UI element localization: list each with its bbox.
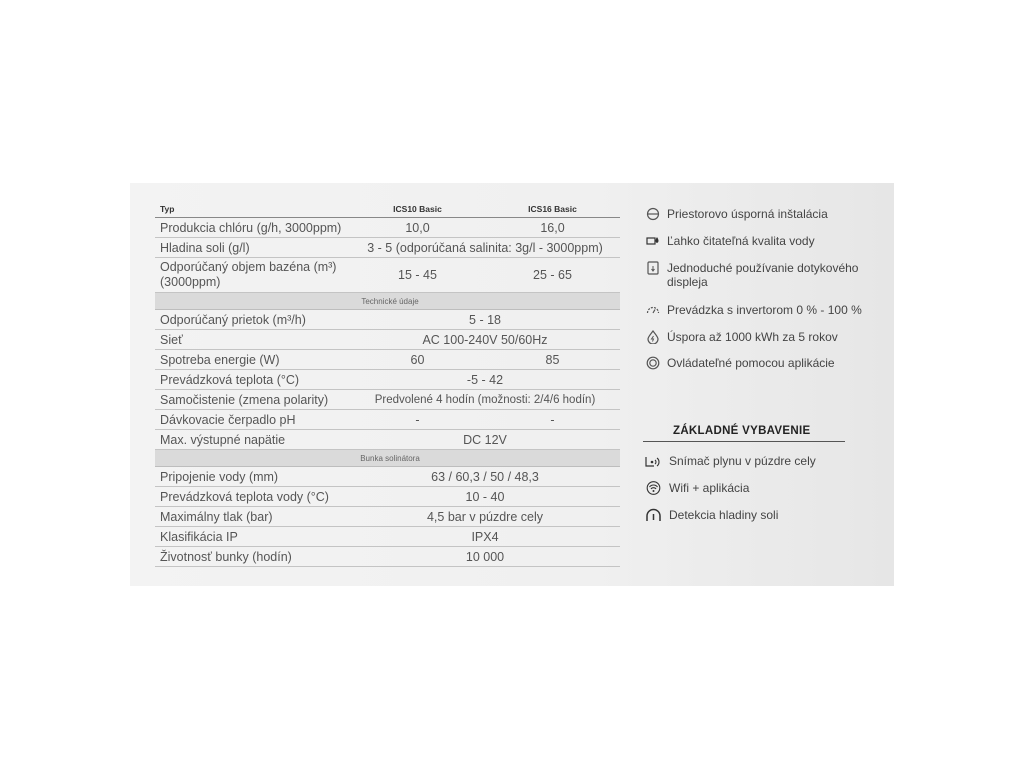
feature-item bbox=[646, 356, 835, 370]
section-title: Bunka solinátora bbox=[155, 450, 620, 467]
touch-display-icon bbox=[646, 261, 660, 275]
row-value-ics16: 85 bbox=[485, 350, 620, 370]
row-value: Predvolené 4 hodín (možnosti: 2/4/6 hodín) bbox=[350, 390, 620, 410]
equipment-title: ZÁKLADNÉ VYBAVENIE bbox=[643, 425, 845, 442]
equipment-item bbox=[645, 508, 778, 522]
row-label: Odporúčaný prietok (m³/h) bbox=[155, 310, 350, 330]
header-typ: Typ bbox=[155, 201, 350, 218]
table-row bbox=[155, 410, 620, 430]
feature-item bbox=[646, 234, 815, 248]
equipment-text: Detekcia hladiny soli bbox=[669, 508, 779, 522]
row-value: 10 - 40 bbox=[350, 487, 620, 507]
table-row bbox=[155, 507, 620, 527]
gas-sensor-icon bbox=[645, 454, 662, 468]
row-label: Dávkovacie čerpadlo pH bbox=[155, 410, 350, 430]
feature-item bbox=[646, 303, 862, 317]
row-label: Spotreba energie (W) bbox=[155, 350, 350, 370]
feature-text: Priestorovo úsporná inštalácia bbox=[667, 207, 828, 221]
table-row bbox=[155, 350, 620, 370]
row-label: Životnosť bunky (hodín) bbox=[155, 547, 350, 567]
feature-item bbox=[646, 207, 828, 221]
table-row bbox=[155, 467, 620, 487]
row-value: 10 000 bbox=[350, 547, 620, 567]
row-value-ics10: 15 - 45 bbox=[350, 258, 485, 293]
feature-text: Ľahko čitateľná kvalita vody bbox=[667, 234, 815, 248]
header-ics16: ICS16 Basic bbox=[485, 201, 620, 218]
row-value: DC 12V bbox=[350, 430, 620, 450]
section-title: Technické údaje bbox=[155, 293, 620, 310]
row-value-ics16: - bbox=[485, 410, 620, 430]
row-value: -5 - 42 bbox=[350, 370, 620, 390]
section-row bbox=[155, 450, 620, 467]
row-value-ics10: 60 bbox=[350, 350, 485, 370]
table-row bbox=[155, 390, 620, 410]
row-label: Produkcia chlóru (g/h, 3000ppm) bbox=[155, 218, 350, 238]
table-row bbox=[155, 330, 620, 350]
equipment-item bbox=[645, 454, 816, 468]
row-label: Pripojenie vody (mm) bbox=[155, 467, 350, 487]
inverter-gauge-icon bbox=[646, 303, 660, 317]
table-row bbox=[155, 218, 620, 238]
feature-text: Jednoduché používanie dotykového displeja bbox=[667, 261, 859, 289]
row-label: Hladina soli (g/l) bbox=[155, 238, 350, 258]
row-value: IPX4 bbox=[350, 527, 620, 547]
row-value: AC 100-240V 50/60Hz bbox=[350, 330, 620, 350]
table-row bbox=[155, 527, 620, 547]
section-row bbox=[155, 293, 620, 310]
row-label: Samočistenie (zmena polarity) bbox=[155, 390, 350, 410]
compact-install-icon bbox=[646, 207, 660, 221]
row-value-ics16: 25 - 65 bbox=[485, 258, 620, 293]
table-row bbox=[155, 370, 620, 390]
salt-level-icon bbox=[645, 508, 662, 522]
table-row bbox=[155, 430, 620, 450]
row-label: Maximálny tlak (bar) bbox=[155, 507, 350, 527]
table-row bbox=[155, 238, 620, 258]
water-quality-icon bbox=[646, 234, 660, 248]
row-label: Prevádzková teplota vody (°C) bbox=[155, 487, 350, 507]
equipment-text: Wifi + aplikácia bbox=[669, 481, 750, 495]
wifi-icon bbox=[645, 481, 662, 495]
row-label: Sieť bbox=[155, 330, 350, 350]
feature-text: Ovládateľné pomocou aplikácie bbox=[667, 356, 835, 370]
spec-table bbox=[155, 201, 620, 567]
feature-item bbox=[646, 330, 838, 344]
row-value-ics10: 10,0 bbox=[350, 218, 485, 238]
table-row bbox=[155, 310, 620, 330]
row-value: 4,5 bar v púzdre cely bbox=[350, 507, 620, 527]
row-value-ics16: 16,0 bbox=[485, 218, 620, 238]
row-label: Max. výstupné napätie bbox=[155, 430, 350, 450]
row-value-ics10: - bbox=[350, 410, 485, 430]
table-row bbox=[155, 487, 620, 507]
equipment-item bbox=[645, 481, 749, 495]
feature-item bbox=[646, 261, 862, 289]
app-control-icon bbox=[646, 356, 660, 370]
row-value: 63 / 60,3 / 50 / 48,3 bbox=[350, 467, 620, 487]
feature-text: Úspora až 1000 kWh za 5 rokov bbox=[667, 330, 838, 344]
row-value: 5 - 18 bbox=[350, 310, 620, 330]
header-ics10: ICS10 Basic bbox=[350, 201, 485, 218]
row-label: Klasifikácia IP bbox=[155, 527, 350, 547]
table-row bbox=[155, 547, 620, 567]
table-header-row bbox=[155, 201, 620, 218]
feature-text: Prevádzka s invertorom 0 % - 100 % bbox=[667, 303, 862, 317]
equipment-text: Snímač plynu v púzdre cely bbox=[669, 454, 816, 468]
energy-saving-icon bbox=[646, 330, 660, 344]
table-row bbox=[155, 258, 620, 293]
row-value: 3 - 5 (odporúčaná salinita: 3g/l - 3000ppm) bbox=[350, 238, 620, 258]
row-label: Prevádzková teplota (°C) bbox=[155, 370, 350, 390]
row-label: Odporúčaný objem bazéna (m³) (3000ppm) bbox=[155, 258, 350, 293]
